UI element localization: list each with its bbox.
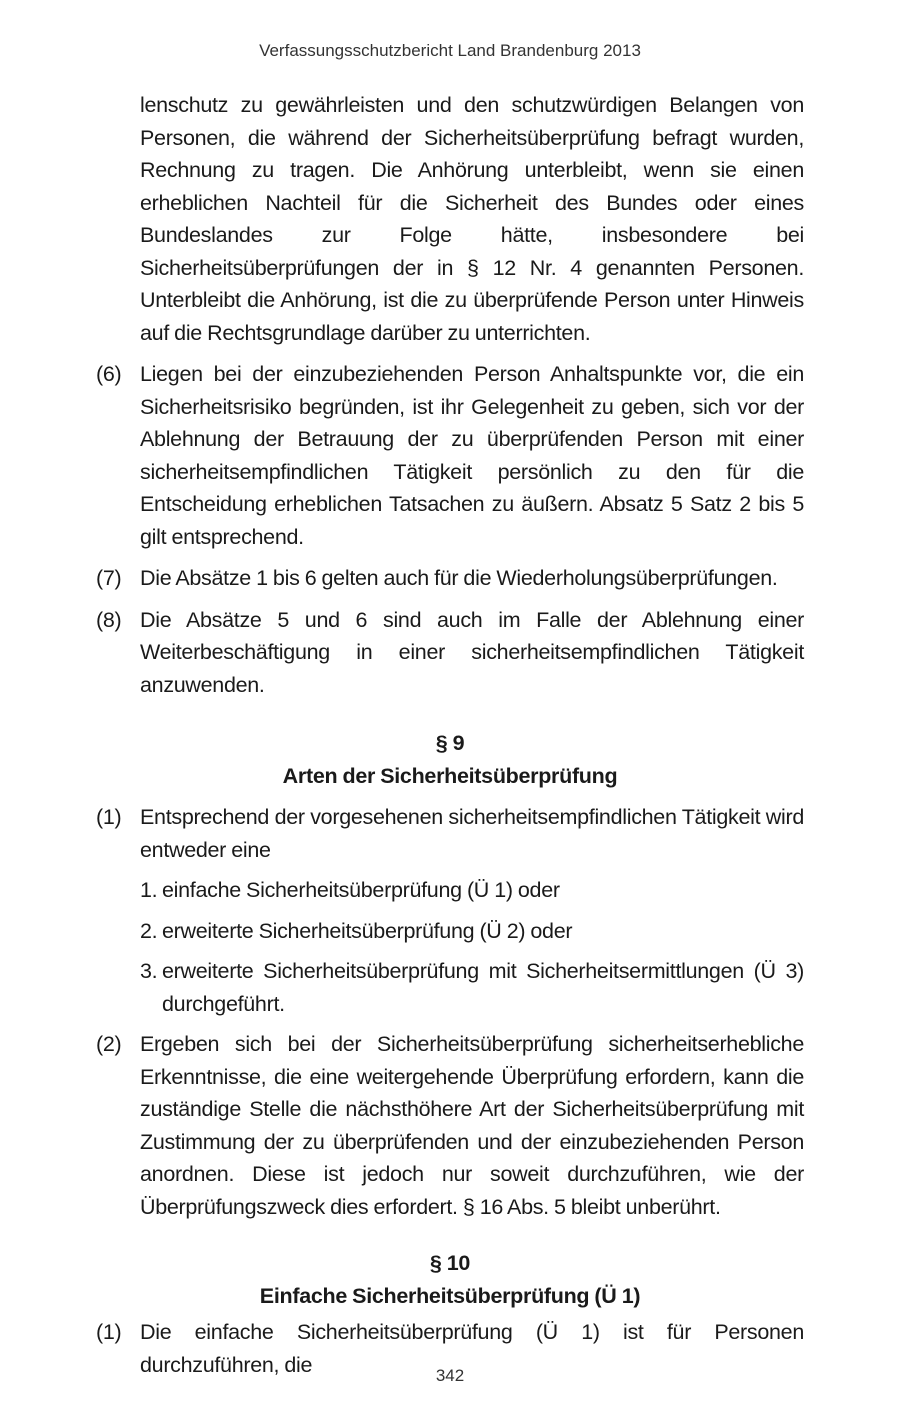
list-item bbox=[140, 874, 804, 907]
section-title: Arten der Sicherheitsüberprüfung bbox=[282, 763, 618, 788]
page-number: 342 bbox=[435, 1366, 465, 1385]
paragraph-number: (1) bbox=[96, 1320, 122, 1344]
paragraph-text: Ergeben sich bei der Sicherheitsüberprüfung sicherheitserhebliche Erkenntnisse, die eine weitergehende Überprüfung erfordern, kann die zuständige Stelle die nächsthöhere Art der Sicherheitsüberprüfung mit Zustimmung der zu überprüfenden und der einzubeziehenden Person anordnen. Diese ist jedoch nur soweit durchzuführen, wie der Überprüfungszweck dies erfordert. § 16 Abs. 5 bleibt unberührt. bbox=[140, 1032, 804, 1219]
list-item bbox=[140, 955, 804, 1020]
section-number: § 10 bbox=[429, 1251, 471, 1275]
list-item-number: 2. bbox=[140, 918, 158, 943]
page-body bbox=[96, 89, 804, 1381]
paragraph-text: Die Absätze 1 bis 6 gelten auch für die Wiederholungsüberprüfungen. bbox=[140, 566, 778, 590]
paragraph-text: Die Absätze 5 und 6 sind auch im Falle der Ablehnung einer Weiterbeschäftigung in einer sicherheitsempfindlichen Tätigkeit anzuwenden. bbox=[140, 607, 804, 697]
list-item bbox=[140, 915, 804, 948]
type-list bbox=[96, 874, 804, 1020]
paragraph-number: (2) bbox=[96, 1032, 122, 1056]
list-item-text: erweiterte Sicherheitsüberprüfung mit Sicherheitsermittlungen (Ü 3) durchgeführt. bbox=[162, 959, 804, 1016]
paragraph-text: lenschutz zu gewährleisten und den schutzwürdigen Belangen von Personen, die während der Sicherheitsüberprüfung befragt wurden, Rechnung zu tragen. Die Anhörung unterbleibt, wenn sie einen erheblichen Nachteil für die Sicherheit des Bundes oder eines Bundeslandes zur Folge hätte, insbesondere bei Sicherheitsüberprüfungen der in § 12 Nr. 4 genannten Personen. Unterbleibt die Anhörung, ist die zu überprüfende Person unter Hinweis auf die Rechtsgrundlage darüber zu unterrichten. bbox=[140, 93, 804, 345]
paragraph-7 bbox=[96, 562, 804, 595]
paragraph-text: Liegen bei der einzubeziehenden Person Anhaltspunkte vor, die ein Sicherheitsrisiko begründen, ist ihr Gelegenheit zu geben, sich vor der Ablehnung der Betrauung der zu überprüfenden Person mit einer sicherheitsempfindlichen Tätigkeit persönlich zu den für die Entscheidung erheblichen Tatsachen zu äußern. Absatz 5 Satz 2 bis 5 gilt entsprechend. bbox=[140, 362, 804, 549]
list-item-number: 3. bbox=[140, 959, 158, 983]
continuation-paragraph bbox=[96, 89, 804, 349]
section-9-paragraph-1 bbox=[96, 801, 804, 866]
section-10-heading bbox=[96, 1247, 804, 1312]
paragraph-text: Entsprechend der vorgesehenen sicherheitsempfindlichen Tätigkeit wird entweder eine bbox=[140, 805, 804, 862]
section-number: § 9 bbox=[435, 731, 465, 755]
paragraph-8 bbox=[96, 604, 804, 702]
list-item-number: 1. bbox=[140, 878, 158, 902]
section-9-paragraph-2 bbox=[96, 1028, 804, 1223]
section-title: Einfache Sicherheitsüberprüfung (Ü 1) bbox=[259, 1283, 641, 1308]
paragraph-number: (7) bbox=[96, 566, 122, 590]
running-header: Verfassungsschutzbericht Land Brandenburg 2013 bbox=[259, 41, 641, 60]
paragraph-number: (8) bbox=[96, 607, 122, 632]
paragraph-text: Die einfache Sicherheitsüberprüfung (Ü 1) ist für Personen durchzuführen, die bbox=[140, 1320, 804, 1377]
paragraph-number: (1) bbox=[96, 805, 122, 829]
paragraph-6 bbox=[96, 358, 804, 553]
list-item-text: einfache Sicherheitsüberprüfung (Ü 1) oder bbox=[162, 878, 560, 902]
paragraph-number: (6) bbox=[96, 362, 122, 386]
section-9-heading bbox=[96, 727, 804, 792]
list-item-text: erweiterte Sicherheitsüberprüfung (Ü 2) oder bbox=[162, 918, 573, 943]
